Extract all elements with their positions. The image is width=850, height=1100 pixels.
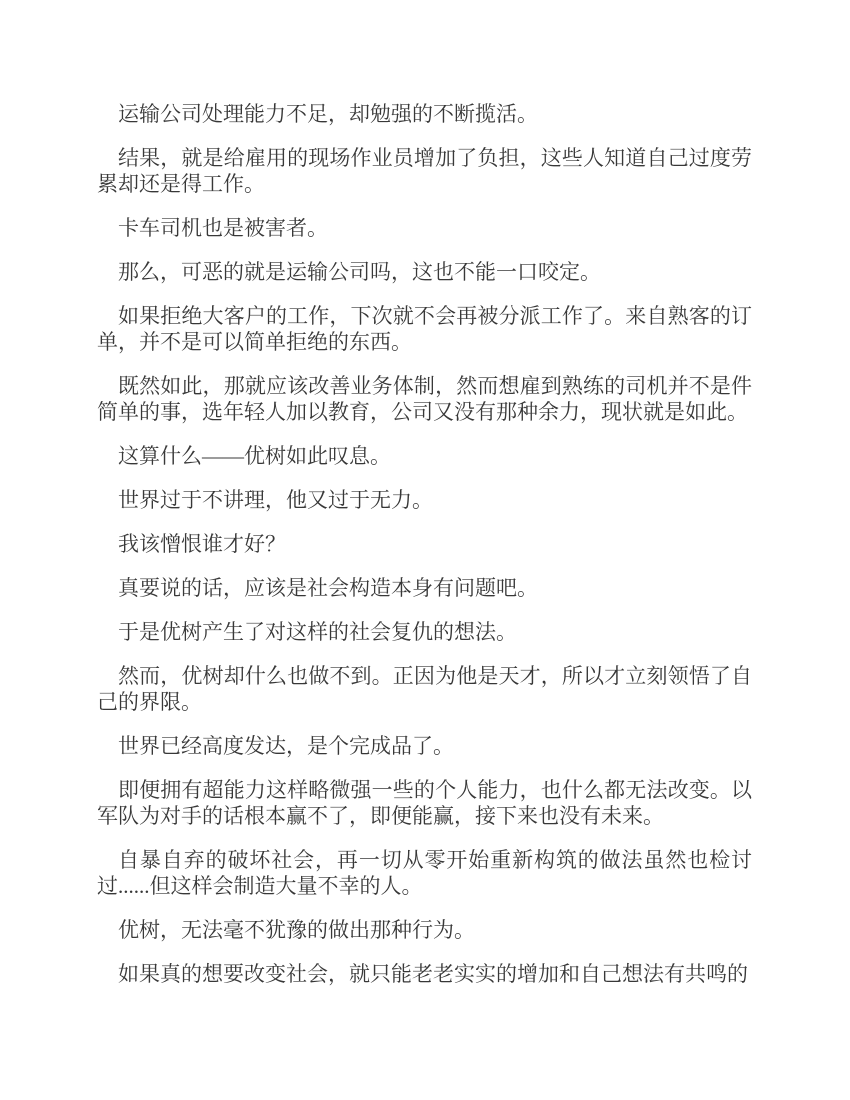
paragraph: 于是优树产生了对这样的社会复仇的想法。 xyxy=(118,620,517,644)
paragraph: 即便拥有超能力这样略微强一些的个人能力，也什么都无法改变。以军队为对手的话根本赢不了，即便能赢，接下来也没有未来。 xyxy=(97,778,752,828)
paragraph: 如果真的想要改变社会，就只能老老实实的增加和自己想法有共鸣的 xyxy=(118,962,748,986)
paragraph: 卡车司机也是被害者。 xyxy=(118,216,328,240)
paragraph: 既然如此，那就应该改善业务体制，然而想雇到熟练的司机并不是件简单的事，选年轻人加以教育，公司又没有那种余力，现状就是如此。 xyxy=(97,374,752,424)
paragraph: 世界过于不讲理，他又过于无力。 xyxy=(118,488,433,512)
paragraph: 如果拒绝大客户的工作，下次就不会再被分派工作了。来自熟客的订单，并不是可以简单拒绝的东西。 xyxy=(97,304,752,354)
paragraph: 这算什么——优树如此叹息。 xyxy=(118,444,391,468)
paragraph: 结果，就是给雇用的现场作业员增加了负担，这些人知道自己过度劳累却还是得工作。 xyxy=(97,146,752,196)
paragraph: 然而，优树却什么也做不到。正因为他是天才，所以才立刻领悟了自己的界限。 xyxy=(97,664,752,714)
paragraph: 我该憎恨谁才好？ xyxy=(118,532,286,556)
paragraph: 世界已经高度发达，是个完成品了。 xyxy=(118,734,454,758)
text-body xyxy=(97,101,752,987)
paragraph: 优树，无法毫不犹豫的做出那种行为。 xyxy=(118,918,475,942)
paragraph: 自暴自弃的破坏社会，再一切从零开始重新构筑的做法虽然也检讨过......但这样会制造大量不幸的人。 xyxy=(97,848,752,898)
paragraph: 运输公司处理能力不足，却勉强的不断揽活。 xyxy=(118,102,538,126)
paragraph: 那么，可恶的就是运输公司吗，这也不能一口咬定。 xyxy=(118,260,601,284)
paragraph: 真要说的话，应该是社会构造本身有问题吧。 xyxy=(118,576,538,600)
